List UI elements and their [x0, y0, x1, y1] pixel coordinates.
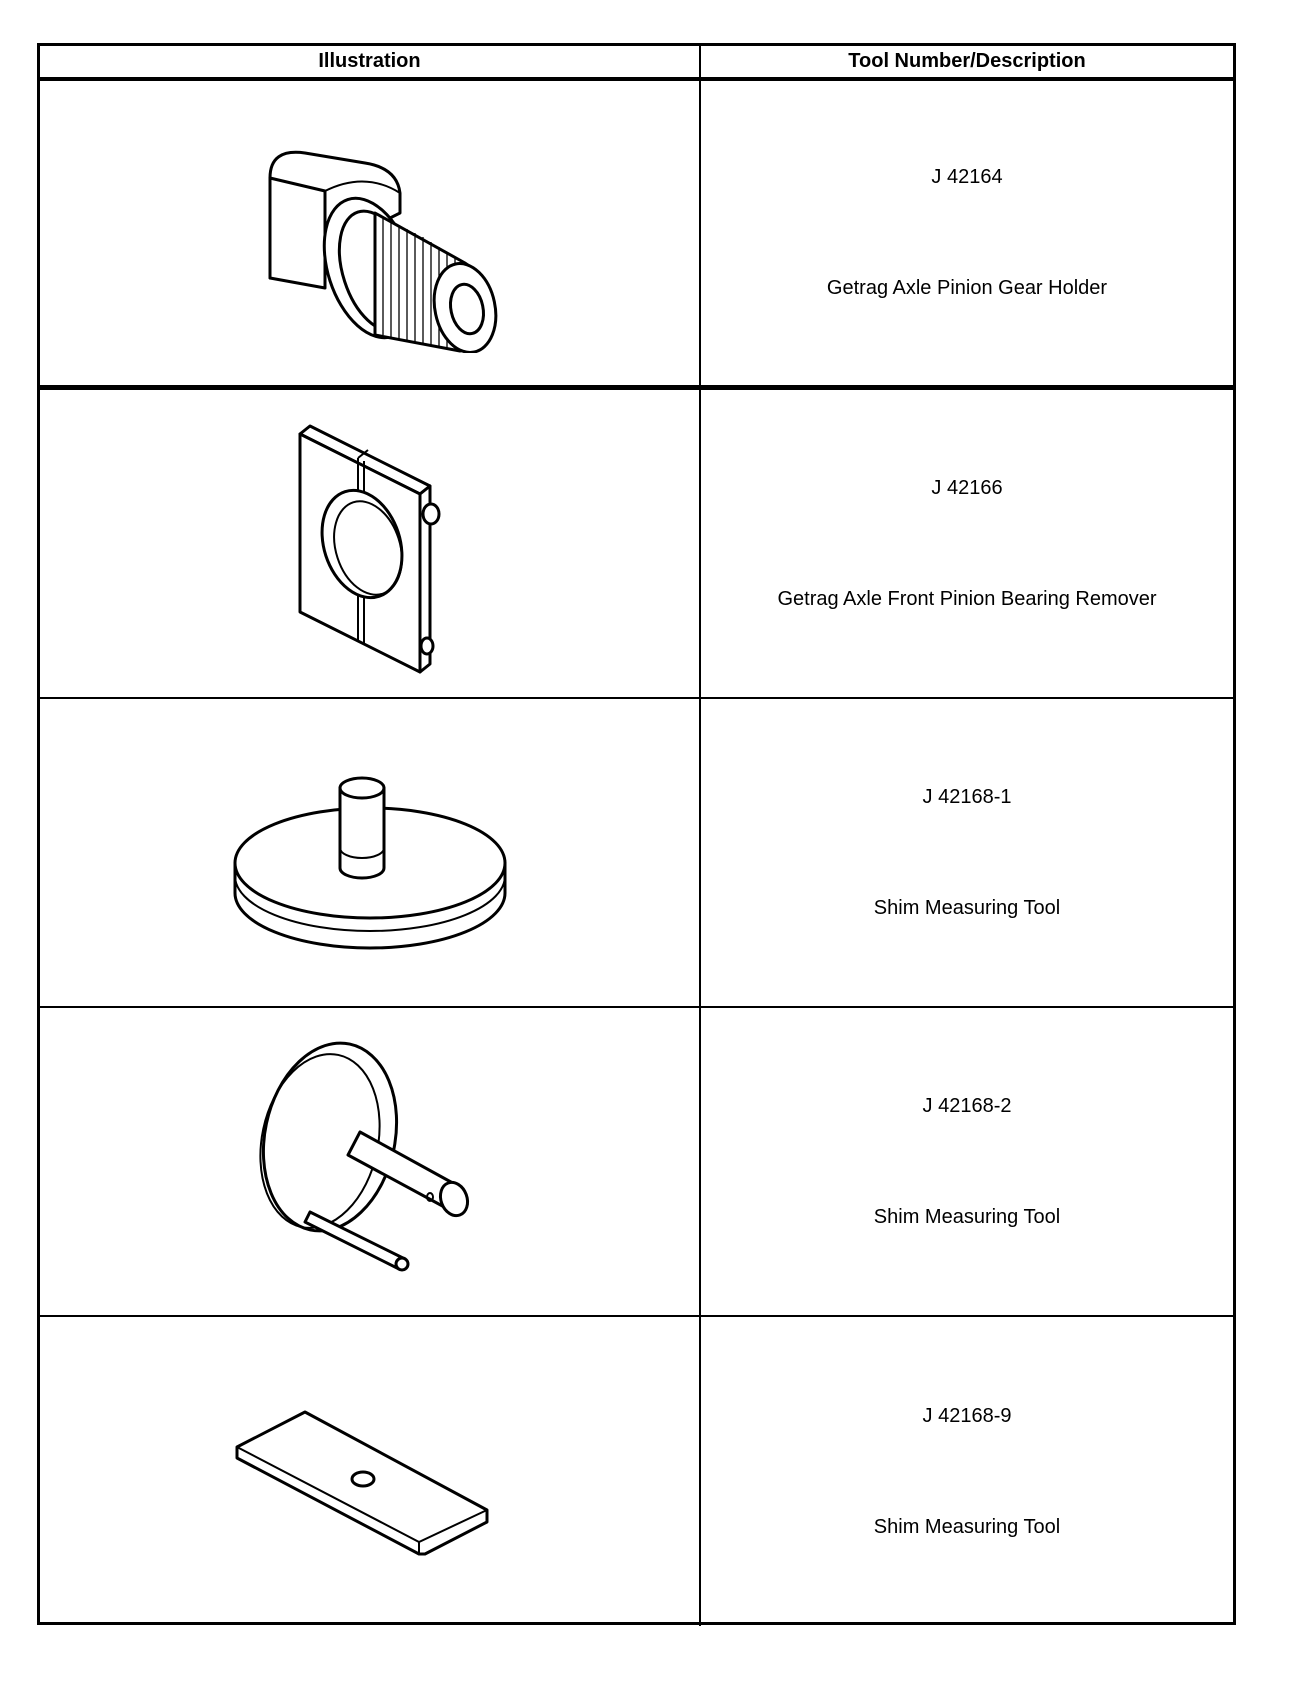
description-cell	[701, 1317, 1233, 1626]
illustration-cell	[40, 699, 701, 1006]
table-row	[40, 1317, 1233, 1626]
description-cell	[701, 81, 1233, 385]
tool-table	[37, 43, 1236, 1625]
table-header	[40, 46, 1233, 81]
table-row	[40, 1008, 1233, 1317]
tool-number: J 42164	[931, 166, 1003, 188]
tool-description: Getrag Axle Pinion Gear Holder	[826, 277, 1108, 299]
tool-description: Shim Measuring Tool	[873, 1205, 1061, 1228]
tool-number: J 42168-9	[922, 1404, 1012, 1427]
table-row	[40, 390, 1233, 699]
bearing-remover-icon	[280, 414, 460, 674]
tool-number-description-header: Tool Number/Description	[848, 50, 1086, 72]
shim-measuring-disc-icon	[225, 733, 515, 973]
description-cell	[701, 1008, 1233, 1315]
illustration-cell	[40, 1317, 701, 1626]
tool-description: Shim Measuring Tool	[873, 1515, 1061, 1538]
tool-number: J 42166	[931, 476, 1003, 499]
description-cell	[701, 699, 1233, 1006]
shim-measuring-shaft-icon	[250, 1037, 490, 1287]
illustration-cell	[40, 1008, 701, 1315]
tool-number: J 42168-2	[922, 1094, 1012, 1117]
tool-description: Shim Measuring Tool	[873, 896, 1061, 919]
illustration-cell	[40, 390, 701, 697]
illustration-cell	[40, 81, 701, 385]
table-row	[40, 699, 1233, 1008]
pinion-gear-holder-icon	[225, 113, 515, 353]
tool-number: J 42168-1	[922, 785, 1012, 808]
tool-description: Getrag Axle Front Pinion Bearing Remover	[777, 587, 1157, 610]
shim-measuring-plate-icon	[225, 1382, 515, 1562]
table-row	[40, 81, 1233, 390]
description-cell	[701, 390, 1233, 697]
illustration-header: Illustration	[40, 46, 701, 77]
